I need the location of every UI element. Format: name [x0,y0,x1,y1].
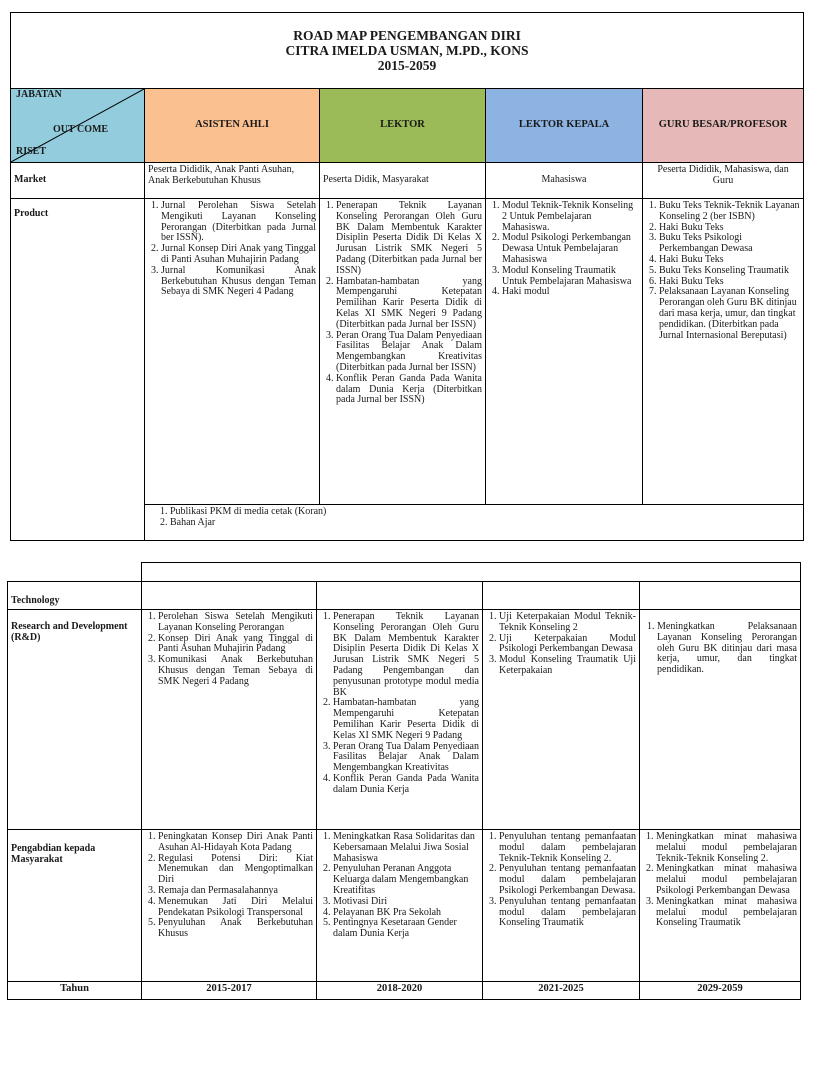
product-cell-4 [643,199,804,505]
row-label-rnd: Research and Development (R&D) [8,610,142,830]
list-item: 1. Meningkatkan Rasa Solidaritas dan Kebersamaan Melalui Jiwa Sosial Mahasiswa [333,832,479,864]
technology-cell-4 [640,582,801,610]
list-item: 5. Buku Teks Konseling Traumatik [659,266,800,277]
rnd-list-3 [486,612,636,677]
title-line-2: CITRA IMELDA USMAN, M.PD., KONS [285,43,529,58]
list-item: 2. Hambatan-hambatan yang Mempengaruhi Ketepatan Pemilihan Karir Peserta Didik di Kelas XI SMK Negeri 9 Padang (Diterbitkan pada Jurnal ber ISSN) [336,277,482,331]
list-item: 2. Uji Keterpakaian Modul Psikologi Perkembangan Dewasa [499,634,636,656]
header-guru-besar: GURU BESAR/PROFESOR [643,89,804,163]
product-list-1 [148,201,316,298]
market-cell-1: Peserta Dididik, Anak Panti Asuhan, Anak Berkebutuhan Khusus [145,163,320,199]
corner-outcome: OUT COME [53,124,109,135]
list-item: 1. Penerapan Teknik Layanan Konseling Perorangan Oleh Guru BK Dalam Membentuk Karakter Disiplin Peserta Didik Di Kelas X Jurusan Listrik SMK Negeri 5 Padang Pengembangan dan penyusunan prototype modul media BK [333,612,479,698]
tahun-cell-4: 2029-2059 [640,982,801,1000]
rnd-cell-3 [483,610,640,830]
list-item: 1. Meningkatkan Pelaksanaan Layanan Konseling Perorangan oleh Guru BK ditinjau dari masa kerja, umur, dan tingkat pendidikan. [657,622,797,676]
blank-cell [8,563,142,582]
product-cell-3 [486,199,643,505]
list-item: 2. Meningkatkan minat mahasiwa melalui modul pembelajaran Psikologi Perkembangan Dewasa [656,864,797,896]
product-cell-1 [145,199,320,505]
technology-cell-2 [317,582,483,610]
row-label-technology: Technology [8,582,142,610]
list-item: 4. Pelayanan BK Pra Sekolah [333,908,479,919]
list-item: 2. Penyuluhan Peranan Anggota Keluarga dalam Mengembangkan Kreatifitas [333,864,479,896]
corner-header [11,89,145,163]
product-list-4 [646,201,800,341]
tahun-cell-1: 2015-2017 [142,982,317,1000]
header-lektor-kepala: LEKTOR KEPALA [486,89,643,163]
list-item: 1. Peningkatan Konsep Diri Anak Panti Asuhan Al-Hidayah Kota Padang [158,832,313,854]
row-label-market: Market [11,163,145,199]
rnd-list-1 [145,612,313,688]
list-item: 5. Pentingnya Kesetaraan Gender dalam Dunia Kerja [333,918,479,940]
list-item: 1. Penyuluhan tentang pemanfaatan modul dalam pembelajaran Teknik-Teknik Konseling 2. [499,832,636,864]
list-item: 3. Motivasi Diri [333,897,479,908]
list-item: 4. Haki Buku Teks [659,255,800,266]
list-item: 1. Publikasi PKM di media cetak (Koran) [170,507,800,518]
header-lektor: LEKTOR [320,89,486,163]
list-item: 2. Haki Buku Teks [659,223,800,234]
list-item: 1. Buku Teks Teknik-Teknik Layanan Konseling 2 (ber ISBN) [659,201,800,223]
pengabdian-list-4 [643,832,797,929]
rnd-cell-4 [640,610,801,830]
list-item: 5. Penyuluhan Anak Berkebutuhan Khusus [158,918,313,940]
pengabdian-cell-3 [483,830,640,982]
list-item: 3. Buku Teks Psikologi Perkembangan Dewasa [659,233,800,255]
list-item: 2. Modul Psikologi Perkembangan Dewasa Untuk Pembelajaran Mahasiswa [502,233,639,265]
list-item: 2. Jurnal Konsep Diri Anak yang Tinggal di Panti Asuhan Muhajirin Padang [161,244,316,266]
product-list-2 [323,201,482,406]
row-label-pengabdian: Pengabdian kepada Masyarakat [8,830,142,982]
pengabdian-cell-2 [317,830,483,982]
tahun-cell-3: 2021-2025 [483,982,640,1000]
list-item: 3. Jurnal Komunikasi Anak Berkebutuhan Khusus dengan Teman Sebaya di SMK Negeri 4 Padang [161,266,316,298]
list-item: 4. Konflik Peran Ganda Pada Wanita dalam Dunia Kerja [333,774,479,796]
list-item: 1. Meningkatkan minat mahasiwa melalui modul pembelajaran Teknik-Teknik Konseling 2. [656,832,797,864]
roadmap-table-bottom [7,562,801,1000]
list-item: 2. Penyuluhan tentang pemanfaatan modul dalam pembelajaran Psikologi Perkembangan Dewasa. [499,864,636,896]
technology-cell-3 [483,582,640,610]
list-item: 1. Jurnal Perolehan Siswa Setelah Mengikuti Layanan Konseling Perorangan (Diterbitkan pada Jurnal ber ISSN). [161,201,316,244]
market-cell-2: Peserta Didik, Masyarakat [320,163,486,199]
list-item: 4. Menemukan Jati Diri Melalui Pendekatan Psikologi Transpersonal [158,897,313,919]
list-item: 1. Modul Teknik-Teknik Konseling 2 Untuk Pembelajaran Mahasiswa. [502,201,639,233]
list-item: 1. Uji Keterpakaian Modul Teknik-Teknik Konseling 2 [499,612,636,634]
row-label-tahun: Tahun [8,982,142,1000]
list-item: 1. Penerapan Teknik Layanan Konseling Perorangan Oleh Guru BK Dalam Membentuk Karakter Disiplin Peserta Didik Di Kelas X Jurusan Listrik SMK Negeri 5 Padang (Diterbitkan pada Jurnal ber ISSN) [336,201,482,277]
corner-jabatan: JABATAN [16,89,62,100]
list-item: 2. Hambatan-hambatan yang Mempengaruhi Ketepatan Pemilihan Karir Peserta Didik di Kelas XI SMK Negeri 9 Padang [333,698,479,741]
list-item: 3. Peran Orang Tua Dalam Penyediaan Fasilitas Belajar Anak Dalam Mengembangkan Kreativitas [333,742,479,774]
list-item: 3. Remaja dan Permasalahannya [158,886,313,897]
pengabdian-list-3 [486,832,636,929]
pengabdian-list-1 [145,832,313,940]
list-item: 3. Modul Konseling Traumatik Untuk Pembelajaran Mahasiswa [502,266,639,288]
tahun-cell-2: 2018-2020 [317,982,483,1000]
pengabdian-cell-1 [142,830,317,982]
market-cell-3: Mahasiswa [486,163,643,199]
list-item: 2. Konsep Diri Anak yang Tinggal di Panti Asuhan Muhajirin Padang [158,634,313,656]
list-item: 3. Meningkatkan minat mahasiwa melalui modul pembelajaran Konseling Traumatik [656,897,797,929]
list-item: 2. Regulasi Potensi Diri: Kiat Menemukan dan Mengoptimalkan Diri [158,854,313,886]
list-item: 1. Perolehan Siswa Setelah Mengikuti Layanan Konseling Perorangan [158,612,313,634]
market-cell-4: Peserta Dididik, Mahasiswa, dan Guru [643,163,804,199]
rnd-list-4 [643,622,797,676]
title-line-3: 2015-2059 [377,58,437,73]
corner-riset: RISET [16,146,47,157]
title-line-1: ROAD MAP PENGEMBANGAN DIRI [293,28,521,43]
product-list-3 [489,201,639,298]
list-item: 3. Modul Konseling Traumatik Uji Keterpakaian [499,655,636,677]
roadmap-table-top [10,12,804,541]
row-label-product: Product [11,199,145,541]
title-block [11,13,804,89]
list-item: 6. Haki Buku Teks [659,277,800,288]
blank-header-cell [142,563,801,582]
pengabdian-list-2 [320,832,479,940]
rnd-cell-2 [317,610,483,830]
product-extra-cell [145,505,804,541]
rnd-cell-1 [142,610,317,830]
list-item: 4. Konflik Peran Ganda Pada Wanita dalam Dunia Kerja (Diterbitkan pada Jurnal ber ISSN) [336,374,482,406]
technology-cell-1 [142,582,317,610]
product-cell-2 [320,199,486,505]
list-item: 3. Komunikasi Anak Berkebutuhan Khusus dengan Teman Sebaya di SMK Negeri 4 Padang [158,655,313,687]
pengabdian-cell-4 [640,830,801,982]
list-item: 2. Bahan Ajar [170,518,800,529]
list-item: 3. Penyuluhan tentang pemanfaatan modul dalam pembelajaran Konseling Traumatik [499,897,636,929]
list-item: 3. Peran Orang Tua Dalam Penyediaan Fasilitas Belajar Anak Dalam Mengembangkan Kreativitas (Diterbitkan pada Jurnal ber ISSN) [336,331,482,374]
product-extra-list [148,507,800,529]
list-item: 4. Haki modul [502,287,639,298]
header-asisten-ahli: ASISTEN AHLI [145,89,320,163]
rnd-list-2 [320,612,479,796]
list-item: 7. Pelaksanaan Layanan Konseling Perorangan oleh Guru BK ditinjau dari masa kerja, umur, dan tingkat pendidikan. (Diterbitkan pada Jurnal Internasional Bereputasi) [659,287,800,341]
